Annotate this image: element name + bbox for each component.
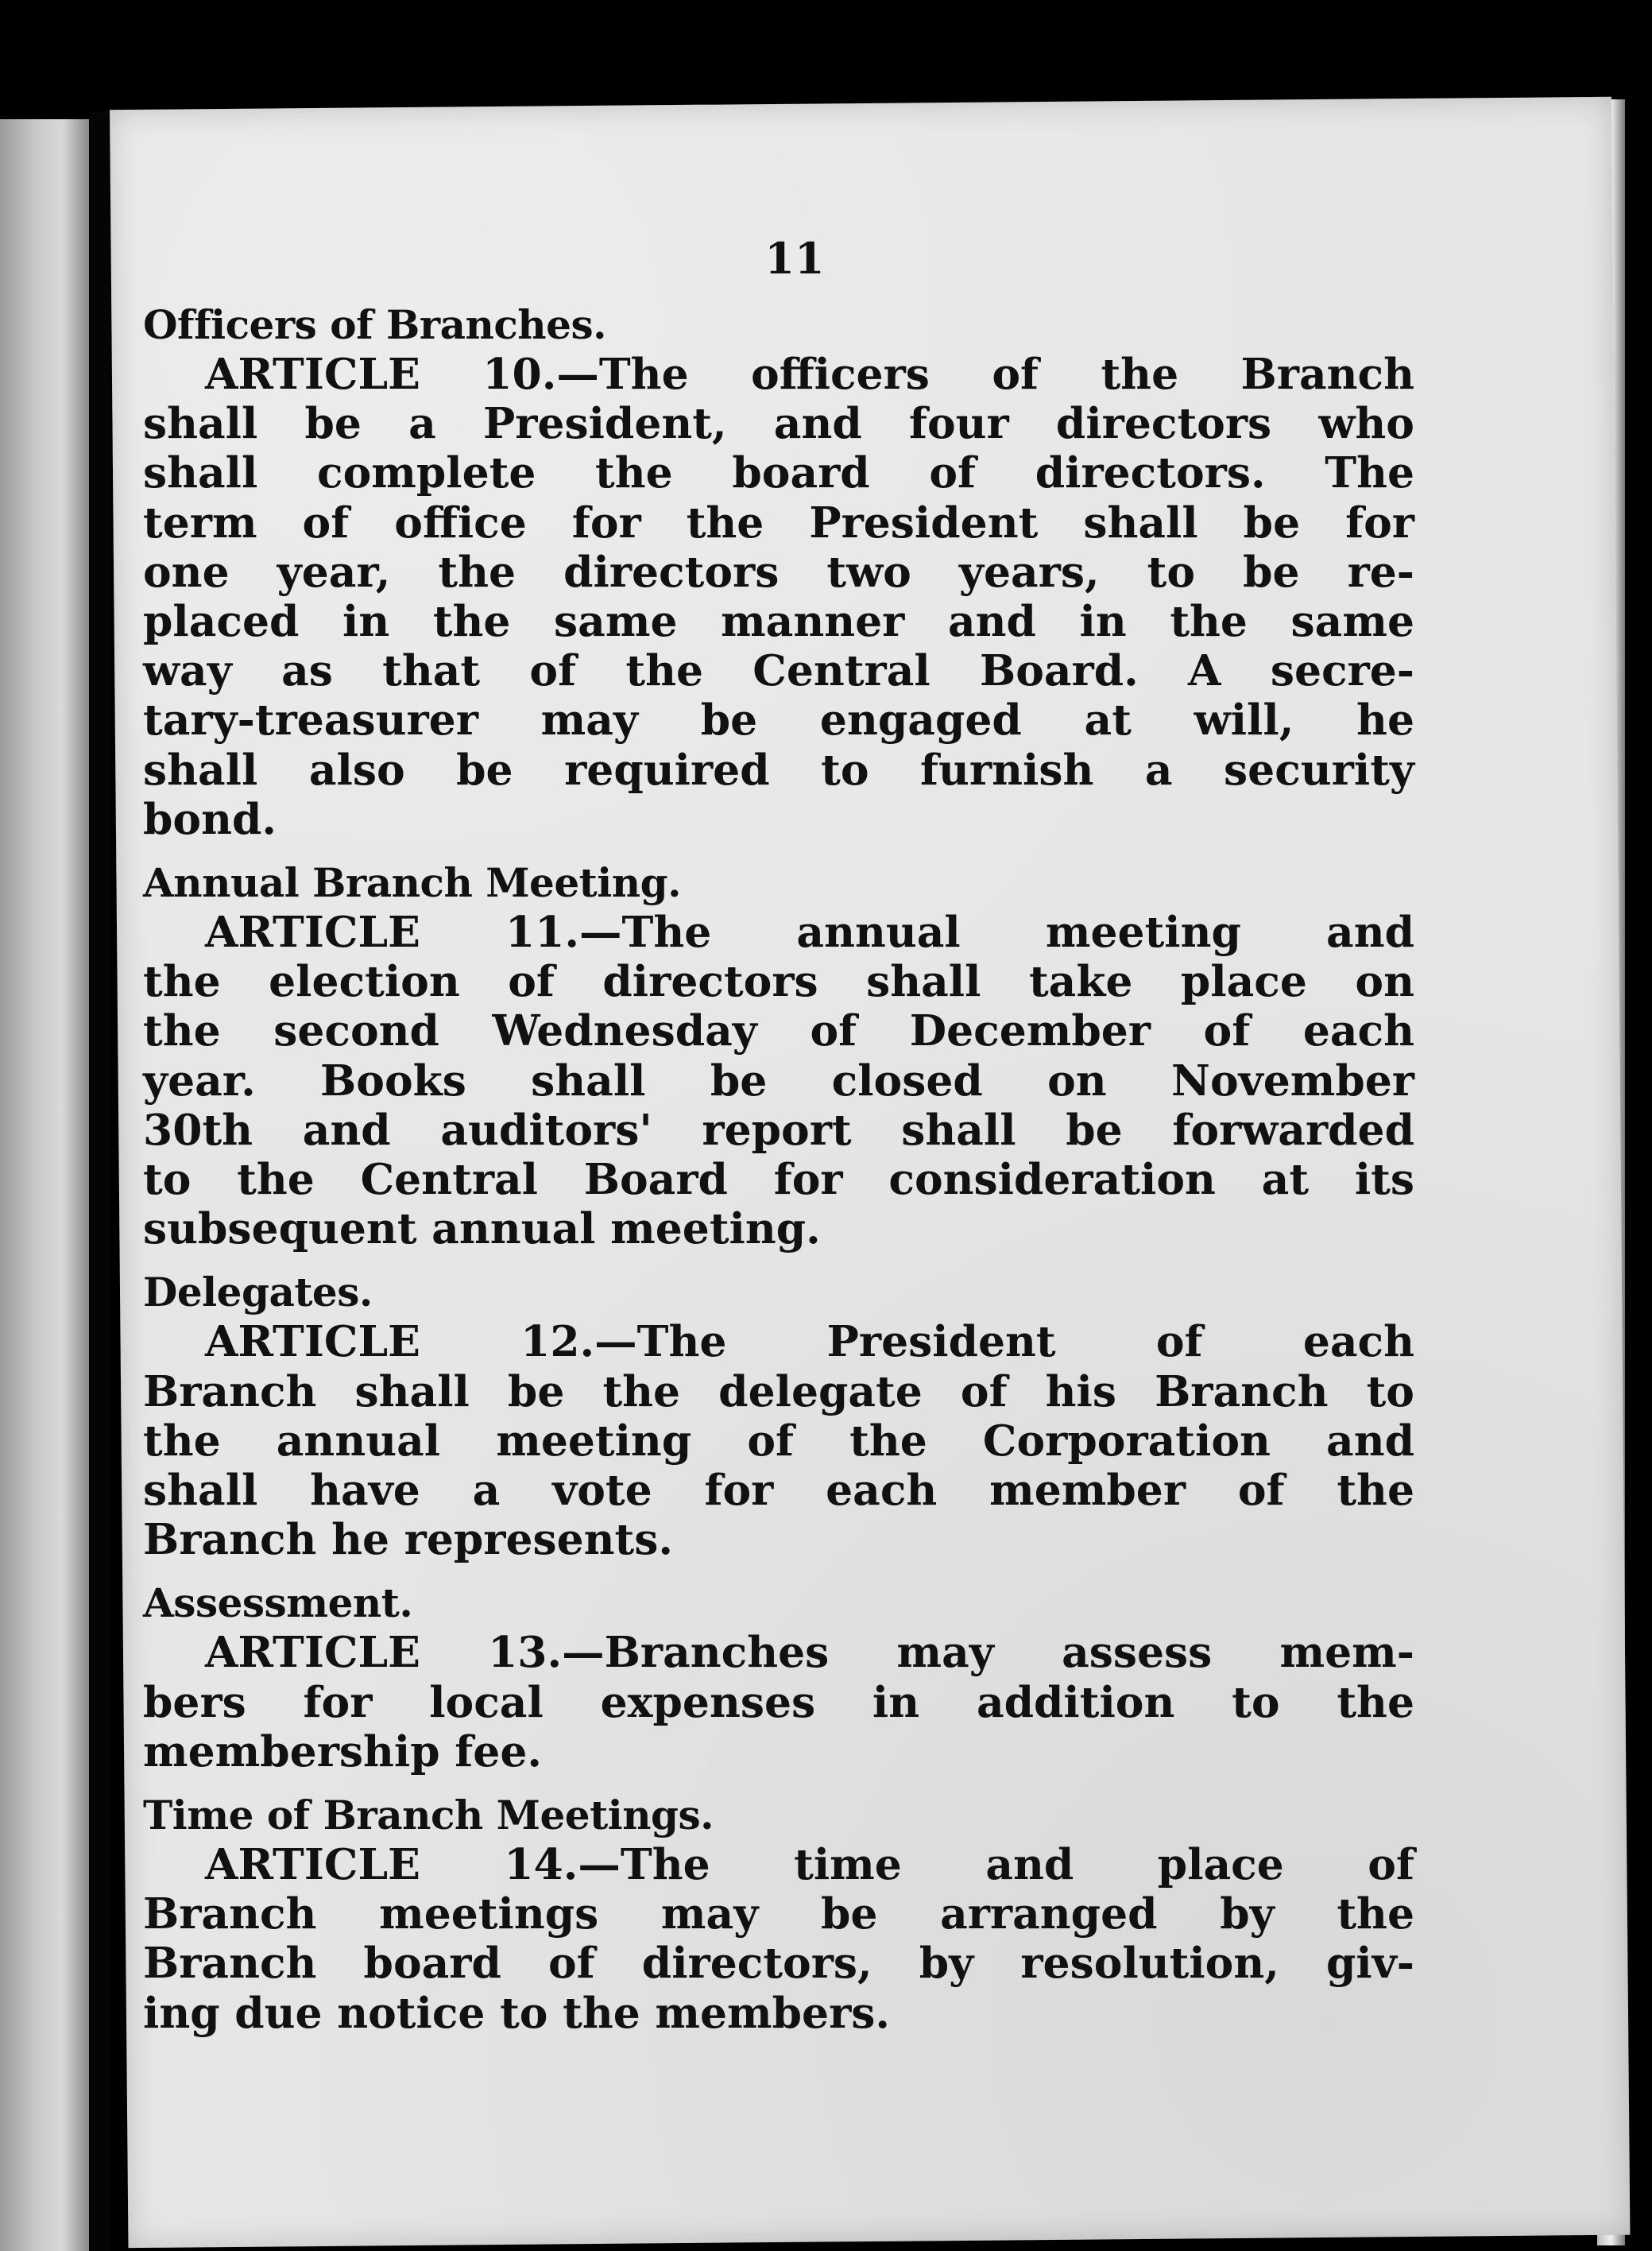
section-heading: Officers of Branches. bbox=[143, 301, 607, 348]
text-line: shall complete the board of directors. The bbox=[143, 447, 1414, 498]
text-line: term of office for the President shall be for bbox=[143, 497, 1414, 548]
section-annual-branch-meeting bbox=[143, 858, 1414, 1253]
text-line: one year, the directors two years, to be re- bbox=[143, 546, 1414, 597]
section-time-of-branch-meetings bbox=[143, 1791, 1414, 2038]
text-line: shall also be required to furnish a security bbox=[143, 744, 1414, 795]
text-line: Branch board of directors, by resolution, giv- bbox=[143, 1938, 1414, 1989]
article-10 bbox=[143, 350, 1414, 844]
text-line: the second Wednesday of December of each bbox=[143, 1005, 1414, 1056]
page-text bbox=[143, 231, 1414, 2038]
text-line: ARTICLE 14.—The time and place of bbox=[205, 1839, 1414, 1890]
section-delegates bbox=[143, 1268, 1414, 1564]
text-line: shall be a President, and four directors who bbox=[143, 398, 1414, 449]
text-line: the annual meeting of the Corporation and bbox=[143, 1415, 1414, 1466]
article-13 bbox=[143, 1628, 1414, 1776]
section-assessment bbox=[143, 1579, 1414, 1776]
text-line: shall have a vote for each member of the bbox=[143, 1465, 1414, 1516]
section-heading: Assessment. bbox=[143, 1579, 413, 1627]
text-line: placed in the same manner and in the same bbox=[143, 596, 1414, 647]
page-number: 11 bbox=[764, 233, 825, 284]
text-line: ARTICLE 11.—The annual meeting and bbox=[205, 907, 1414, 958]
text-line: Branch meetings may be arranged by the bbox=[143, 1889, 1414, 1939]
text-line: way as that of the Central Board. A secre- bbox=[143, 645, 1414, 696]
previous-page-edge bbox=[0, 119, 89, 2251]
text-line: Branch he represents. bbox=[143, 1514, 673, 1565]
section-heading: Annual Branch Meeting. bbox=[143, 859, 681, 907]
text-line: ARTICLE 10.—The officers of the Branch bbox=[205, 349, 1414, 399]
text-line: tary-treasurer may be engaged at will, he bbox=[143, 695, 1414, 746]
article-12 bbox=[143, 1317, 1414, 1564]
text-line: subsequent annual meeting. bbox=[143, 1203, 821, 1254]
text-line: to the Central Board for consideration at its bbox=[143, 1154, 1414, 1205]
text-line: year. Books shall be closed on November bbox=[143, 1055, 1414, 1106]
article-11 bbox=[143, 908, 1414, 1253]
book-gutter bbox=[89, 111, 110, 2251]
text-line: the election of directors shall take place on bbox=[143, 956, 1414, 1007]
section-heading: Time of Branch Meetings. bbox=[143, 1792, 714, 1839]
text-line: bers for local expenses in addition to the bbox=[143, 1676, 1414, 1727]
text-line: ARTICLE 12.—The President of each bbox=[205, 1316, 1414, 1367]
section-heading: Delegates. bbox=[143, 1269, 373, 1316]
text-line: membership fee. bbox=[143, 1726, 542, 1776]
text-line: 30th and auditors' report shall be forwarded bbox=[143, 1104, 1414, 1155]
text-line: bond. bbox=[143, 793, 277, 844]
article-14 bbox=[143, 1840, 1414, 2038]
text-line: Branch shall be the delegate of his Branch to bbox=[143, 1366, 1414, 1416]
section-officers-of-branches bbox=[143, 300, 1414, 844]
text-line: ARTICLE 13.—Branches may assess mem- bbox=[205, 1627, 1414, 1678]
text-line: ing due notice to the members. bbox=[143, 1987, 891, 2038]
